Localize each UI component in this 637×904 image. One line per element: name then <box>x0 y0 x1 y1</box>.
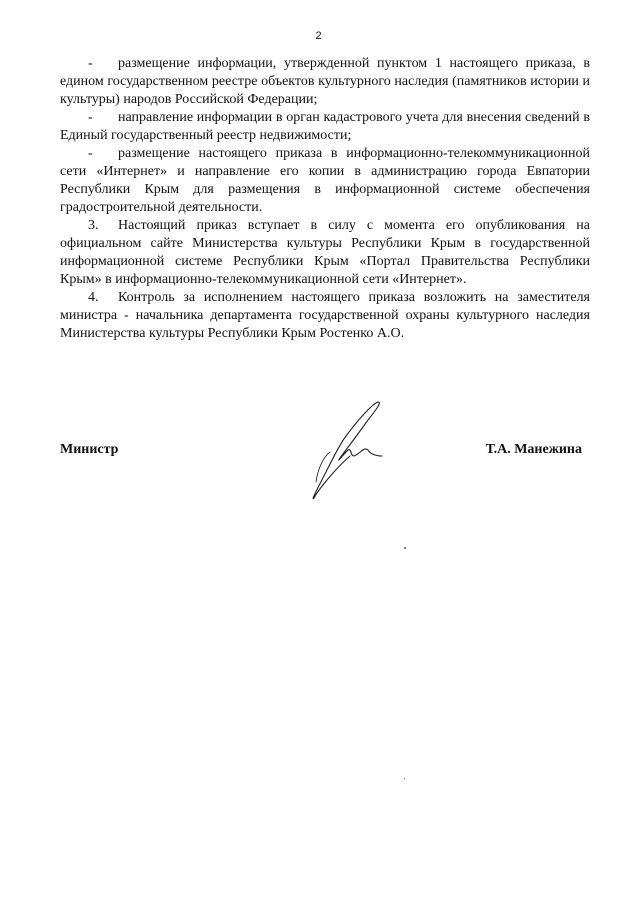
scan-speck <box>404 778 405 779</box>
paragraph-item <box>60 55 590 109</box>
list-marker: - <box>88 56 93 71</box>
signer-name: Т.А. Манежина <box>485 442 582 457</box>
document-body <box>60 55 590 343</box>
paragraph-text: размещение информации, утвержденной пунктом 1 настоящего приказа, в едином государственном реестре объектов культурного наследия (памятников истории и культуры) народов Российской Федерации; <box>60 56 590 107</box>
paragraph-item <box>60 145 590 217</box>
page-number: 2 <box>315 30 322 42</box>
handwritten-signature <box>306 398 386 503</box>
list-marker: - <box>88 146 93 161</box>
list-marker: 3. <box>88 218 99 233</box>
list-marker: - <box>88 110 93 125</box>
paragraph-item <box>60 289 590 343</box>
paragraph-text: размещение настоящего приказа в информационно-телекоммуникационной сети «Интернет» и направление его копии в администрацию города Евпатории Республики Крым для размещения в информационной системе обеспечения градостроительной деятельности. <box>60 146 590 215</box>
paragraph-text: направление информации в орган кадастрового учета для внесения сведений в Единый государственный реестр недвижимости; <box>60 110 590 143</box>
paragraph-item <box>60 217 590 289</box>
paragraph-text: Настоящий приказ вступает в силу с момента его опубликования на официальном сайте Министерства культуры Республики Крым в государственной информационной системе Республики Крым «Портал Правительства Республики Крым» в информационно-телекоммуникационной сети «Интернет». <box>60 218 590 287</box>
signer-title: Министр <box>60 442 119 457</box>
list-marker: 4. <box>88 290 99 305</box>
scan-speck <box>404 547 406 549</box>
paragraph-text: Контроль за исполнением настоящего приказа возложить на заместителя министра - начальника департамента государственной охраны культурного наследия Министерства культуры Республики Крым Ростенко А.О. <box>60 290 590 341</box>
paragraph-item <box>60 109 590 145</box>
